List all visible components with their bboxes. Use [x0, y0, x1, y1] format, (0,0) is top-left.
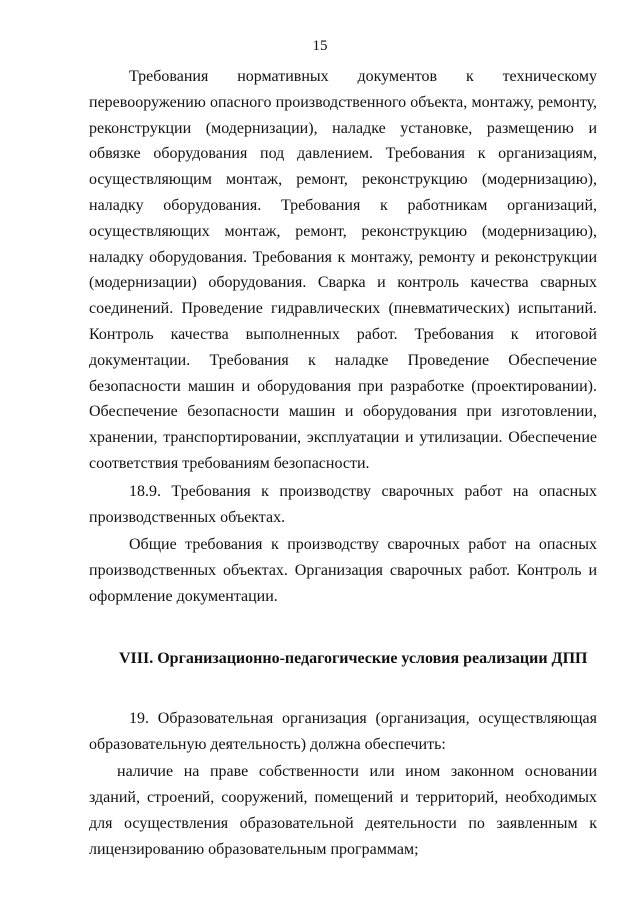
paragraph-general-welding: Общие требования к производству сварочных работ на опасных производственных объектах. Организация сварочных работ. Контроль и оформление документации.: [89, 536, 597, 605]
page-number: 15: [312, 38, 328, 54]
paragraph-premises: наличие на праве собственности или ином законном основании зданий, строений, сооружений, помещений и территорий, необходимых для осуществления образовательной деятельности по заявленным к лицензированию образовательным программам;: [89, 763, 597, 858]
document-body: [89, 64, 597, 863]
paragraph-19: 19. Образовательная организация (организация, осуществляющая образовательную деятельность) должна обеспечить:: [89, 709, 597, 753]
paragraph-requirements: Требования нормативных документов к техническому перевооружению опасного производственного объекта, монтажу, ремонту, реконструкции (модернизации), наладке установке, размещению и обвязке оборудования под давлением. Требования к организациям, осуществляющим монтаж, ремонт, реконструкцию (модернизацию), наладку оборудования. Требования к работникам организаций, осуществляющих монтаж, ремонт, реконструкцию (модернизацию), наладку оборудования. Требования к монтажу, ремонту и реконструкции (модернизации) оборудования. Сварка и контроль качества сварных соединений. Проведение гидравлических (пневматических) испытаний. Контроль качества выполненных работ. Требования к итоговой документации. Требования к наладке Проведение Обеспечение безопасности машин и оборудования при разработке (проектировании). Обеспечение безопасности машин и оборудования при изготовлении, хранении, транспортировании, эксплуатации и утилизации. Обеспечение соответствия требованиям безопасности.: [89, 68, 597, 472]
paragraph-18-9: 18.9. Требования к производству сварочных работ на опасных производственных объектах.: [89, 482, 597, 526]
section-heading: VIII. Организационно-педагогические условия реализации ДПП: [119, 649, 588, 667]
